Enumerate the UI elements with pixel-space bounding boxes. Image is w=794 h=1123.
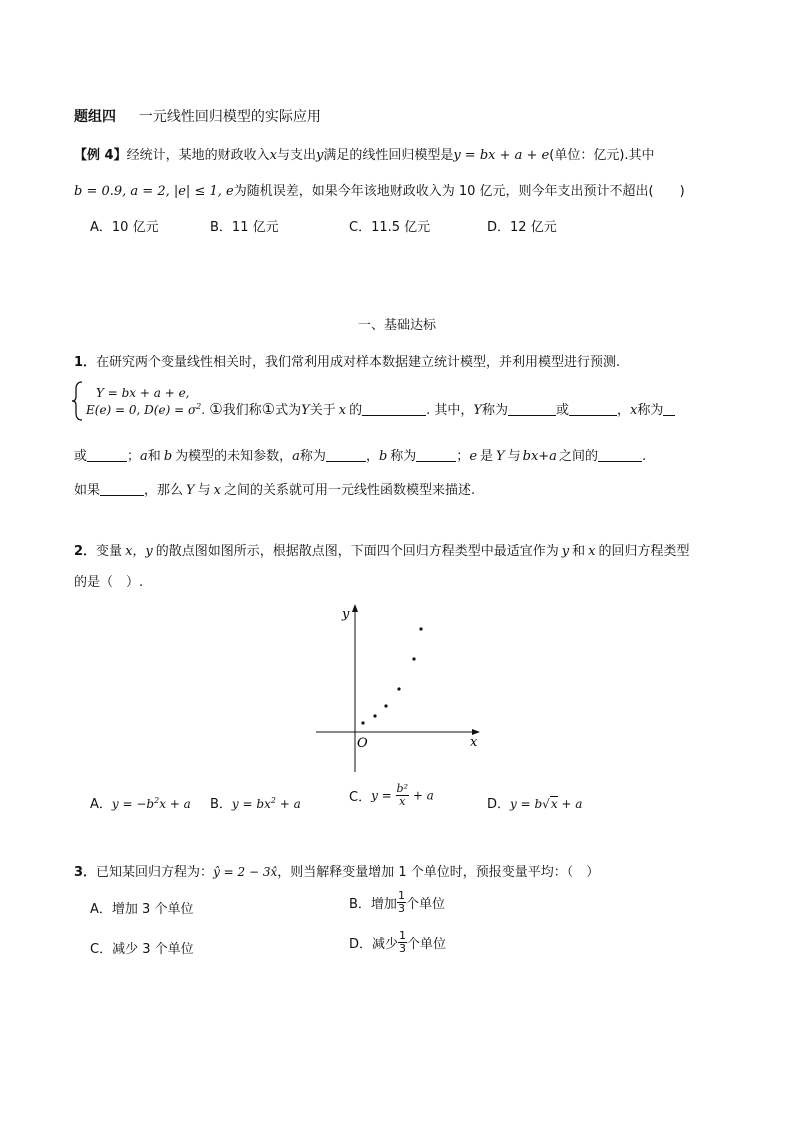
scatter-plot bbox=[310, 600, 490, 780]
blank-8[interactable] bbox=[598, 449, 642, 462]
option-d[interactable]: D．12 亿元 bbox=[487, 220, 557, 235]
data-point bbox=[412, 657, 415, 660]
option-c[interactable]: C．11.5 亿元 bbox=[349, 220, 431, 235]
q3-number: 3． bbox=[74, 865, 97, 880]
blank-2[interactable] bbox=[508, 403, 556, 416]
q3-line: 3．已知某回归方程为：ŷ = 2 − 3x̂，则当解释变量增加 1 个单位时，预报变量平均：（ ） bbox=[74, 865, 600, 880]
option-a[interactable]: A．10 亿元 bbox=[90, 220, 159, 235]
example-tag: 【例 4】 bbox=[74, 148, 127, 163]
y-axis-label: y bbox=[342, 607, 350, 622]
blank-4[interactable] bbox=[663, 403, 675, 416]
option-d[interactable]: D．y = b√x + a bbox=[487, 797, 583, 812]
section-title: 一、基础达标 bbox=[357, 318, 436, 333]
blank-3[interactable] bbox=[569, 403, 617, 416]
data-point bbox=[384, 704, 387, 707]
y-axis-arrow-icon bbox=[352, 604, 358, 612]
q3-option-a[interactable]: A．增加 3 个单位 bbox=[90, 902, 194, 917]
blank-9[interactable] bbox=[100, 483, 144, 496]
option-b[interactable]: B．$y = bx^2 + a$ bbox=[210, 796, 301, 812]
q3-option-d[interactable]: D．减少 $\frac{1}{3}$ 个单位 bbox=[349, 929, 447, 955]
circle-one: ① bbox=[209, 400, 223, 418]
option-b[interactable]: B．11 亿元 bbox=[210, 220, 279, 235]
q2-number: 2． bbox=[74, 544, 97, 559]
blank-1[interactable] bbox=[362, 403, 426, 416]
conditions: b = 0.9, a = 2, |e| ≤ 1, e bbox=[74, 184, 234, 199]
blank-7[interactable] bbox=[416, 449, 456, 462]
blank-6[interactable] bbox=[326, 449, 366, 462]
q2-line1: 2．变量 x，y 的散点图如图所示，根据散点图，下面四个回归方程类型中最适宜作为 y 和 x 的回归方程类型 bbox=[74, 544, 690, 559]
q1-line3: 或 ；a和 b 为模型的未知参数，a称为 ，b 称为 ；e 是 Y 与 bx+a 之间的 . bbox=[74, 449, 647, 464]
q3-option-c[interactable]: C．减少 3 个单位 bbox=[90, 942, 194, 957]
example4-line1: 【例 4】经统计，某地的财政收入x与支出y满足的线性回归模型是y = bx + a + e(单位：亿元).其中 bbox=[74, 148, 655, 163]
system-line1: Y = bx + a + e, bbox=[96, 386, 190, 400]
regression-equation: ŷ = 2 − 3x̂ bbox=[213, 865, 278, 879]
origin-label: O bbox=[357, 736, 368, 751]
group-title: 一元线性回归模型的实际应用 bbox=[138, 109, 321, 125]
blank-5[interactable] bbox=[87, 449, 127, 462]
data-point bbox=[397, 687, 400, 690]
q2-line2: 的是（ ）. bbox=[74, 575, 144, 590]
group-label: 题组四 bbox=[74, 109, 116, 125]
q3-option-b[interactable]: B．增加 $\frac{1}{3}$ 个单位 bbox=[349, 889, 445, 915]
sqrt-icon: √ bbox=[542, 797, 550, 811]
data-point bbox=[419, 627, 422, 630]
q2-options bbox=[90, 782, 610, 829]
example4-line2: b = 0.9, a = 2, |e| ≤ 1, e为随机误差，如果今年该地财政收入为 10 亿元，则今年支出预计不超出( ) bbox=[74, 184, 685, 199]
group-header bbox=[74, 106, 321, 126]
q1-line1: 1．在研究两个变量线性相关时，我们常利用成对样本数据建立统计模型，并利用模型进行预测. bbox=[74, 355, 621, 370]
q1-number: 1． bbox=[74, 355, 97, 370]
q1-line2: E(e) = 0, $D(e) = \sigma^2$. ①我们称①式为Y关于 x 的 . 其中，Y称为 或 ，x称为 bbox=[74, 399, 675, 418]
model-equation: y = bx + a + e bbox=[453, 148, 550, 163]
option-c[interactable]: C．y = $\frac{\text{b²}}{x}$ + a bbox=[349, 782, 434, 808]
data-point bbox=[361, 721, 364, 724]
option-a[interactable]: A．$y = -b^2x + a$ bbox=[90, 796, 191, 812]
x-axis-label: x bbox=[470, 735, 478, 750]
data-point bbox=[373, 714, 376, 717]
q1-line4: 如果 ，那么 Y 与 x 之间的关系就可用一元线性函数模型来描述. bbox=[74, 483, 476, 498]
